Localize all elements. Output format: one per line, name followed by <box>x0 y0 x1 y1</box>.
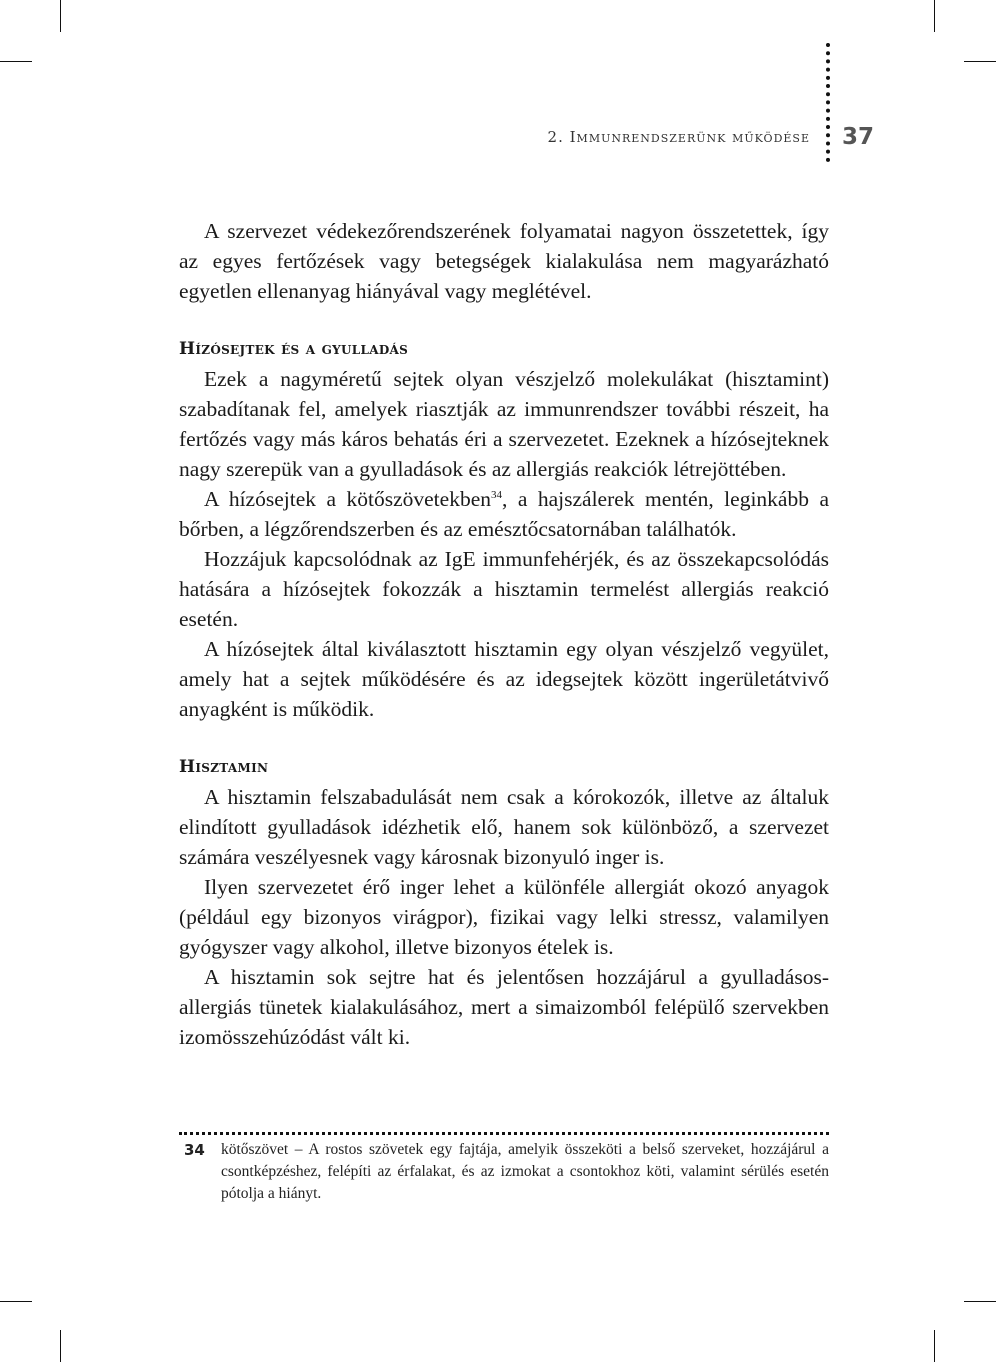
crop-mark-top-left-vertical <box>60 0 61 32</box>
paragraph: A hisztamin sok sejtre hat és jelentősen hozzájárul a gyulladásos-allergiás tünetek kialakulásához, mert a simaizomból felépülő szervekben izomösszehúzódást vált ki. <box>179 965 829 1049</box>
footnote-dotted-rule <box>179 1132 829 1135</box>
footnote-number: 34 <box>184 1141 205 1159</box>
paragraph: A hisztamin felszabadulását nem csak a kórokozók, illetve az általuk elindított gyulladások idézhetik elő, hanem sok különböző, a szervezet számára veszélyesnek vagy károsnak bizonyuló inger is. <box>179 785 829 869</box>
crop-mark-bottom-right-horizontal <box>964 1301 996 1302</box>
crop-mark-top-left-horizontal <box>0 61 32 62</box>
paragraph-with-footnote-ref <box>179 484 829 544</box>
paragraph: Ezek a nagyméretű sejtek olyan vészjelző molekulákat (hisztamint) szabadítanak fel, amelyek riasztják az immunrendszer további részeit, ha fertőzés vagy más káros behatás éri a szervezetet. Ezeknek a hízósejteknek nagy szerepük van a gyulladások és az allergiás reakciók létrejöttében. <box>179 367 829 481</box>
text: , a hajszálerek mentén, leginkább a bőrben, a légzőrendszerben és az emésztőcsatornában találhatók. <box>179 487 829 541</box>
section-heading-mast-cells: Hízósejtek és a gyulladás <box>179 339 409 359</box>
paragraph: Ilyen szervezetet érő inger lehet a különféle allergiát okozó anyagok (például egy bizonyos virágpor), fizikai vagy lelki stressz, valamilyen gyógyszer vagy alkohol, illetve bizonyos ételek is. <box>179 875 829 959</box>
crop-mark-bottom-left-horizontal <box>0 1301 32 1302</box>
page-number: 37 <box>842 124 875 150</box>
text: A hízósejtek a kötőszövetekben <box>204 487 491 511</box>
paragraph: A hízósejtek által kiválasztott hisztamin egy olyan vészjelző vegyület, amely hat a sejtek működésére és az idegsejtek között ingerületátvivő anyagként is működik. <box>179 637 829 721</box>
running-head: 2. Immunrendszerünk működése <box>547 128 810 146</box>
footnote-reference[interactable]: 34 <box>490 489 502 501</box>
footnote <box>184 1139 829 1205</box>
paragraph: Hozzájuk kapcsolódnak az IgE immunfehérjék, és az összekapcsolódás hatására a hízósejtek fokozzák a hisztamin termelést allergiás reakció esetén. <box>179 547 829 631</box>
intro-paragraph: A szervezet védekezőrendszerének folyamatai nagyon összetettek, így az egyes fertőzések vagy betegségek kialakulása nem magyarázható egyetlen ellenanyag hiányával vagy meglétével. <box>179 219 829 303</box>
crop-mark-bottom-left-vertical <box>60 1330 61 1362</box>
crop-mark-top-right-vertical <box>934 0 935 32</box>
section-heading-histamine: Hisztamin <box>179 757 269 777</box>
crop-mark-top-right-horizontal <box>964 61 996 62</box>
crop-mark-bottom-right-vertical <box>934 1330 935 1362</box>
body-text <box>179 216 829 1052</box>
header-dotted-rule <box>826 43 830 162</box>
footnote-text: kötőszövet – A rostos szövetek egy fajtája, amelyik összeköti a belső szerveket, hozzájárul a csontképzéshez, felépíti az érfalakat, és az izmokat a csontokhoz köti, valamint sérülés esetén pótolja a hiányt. <box>221 1141 829 1202</box>
